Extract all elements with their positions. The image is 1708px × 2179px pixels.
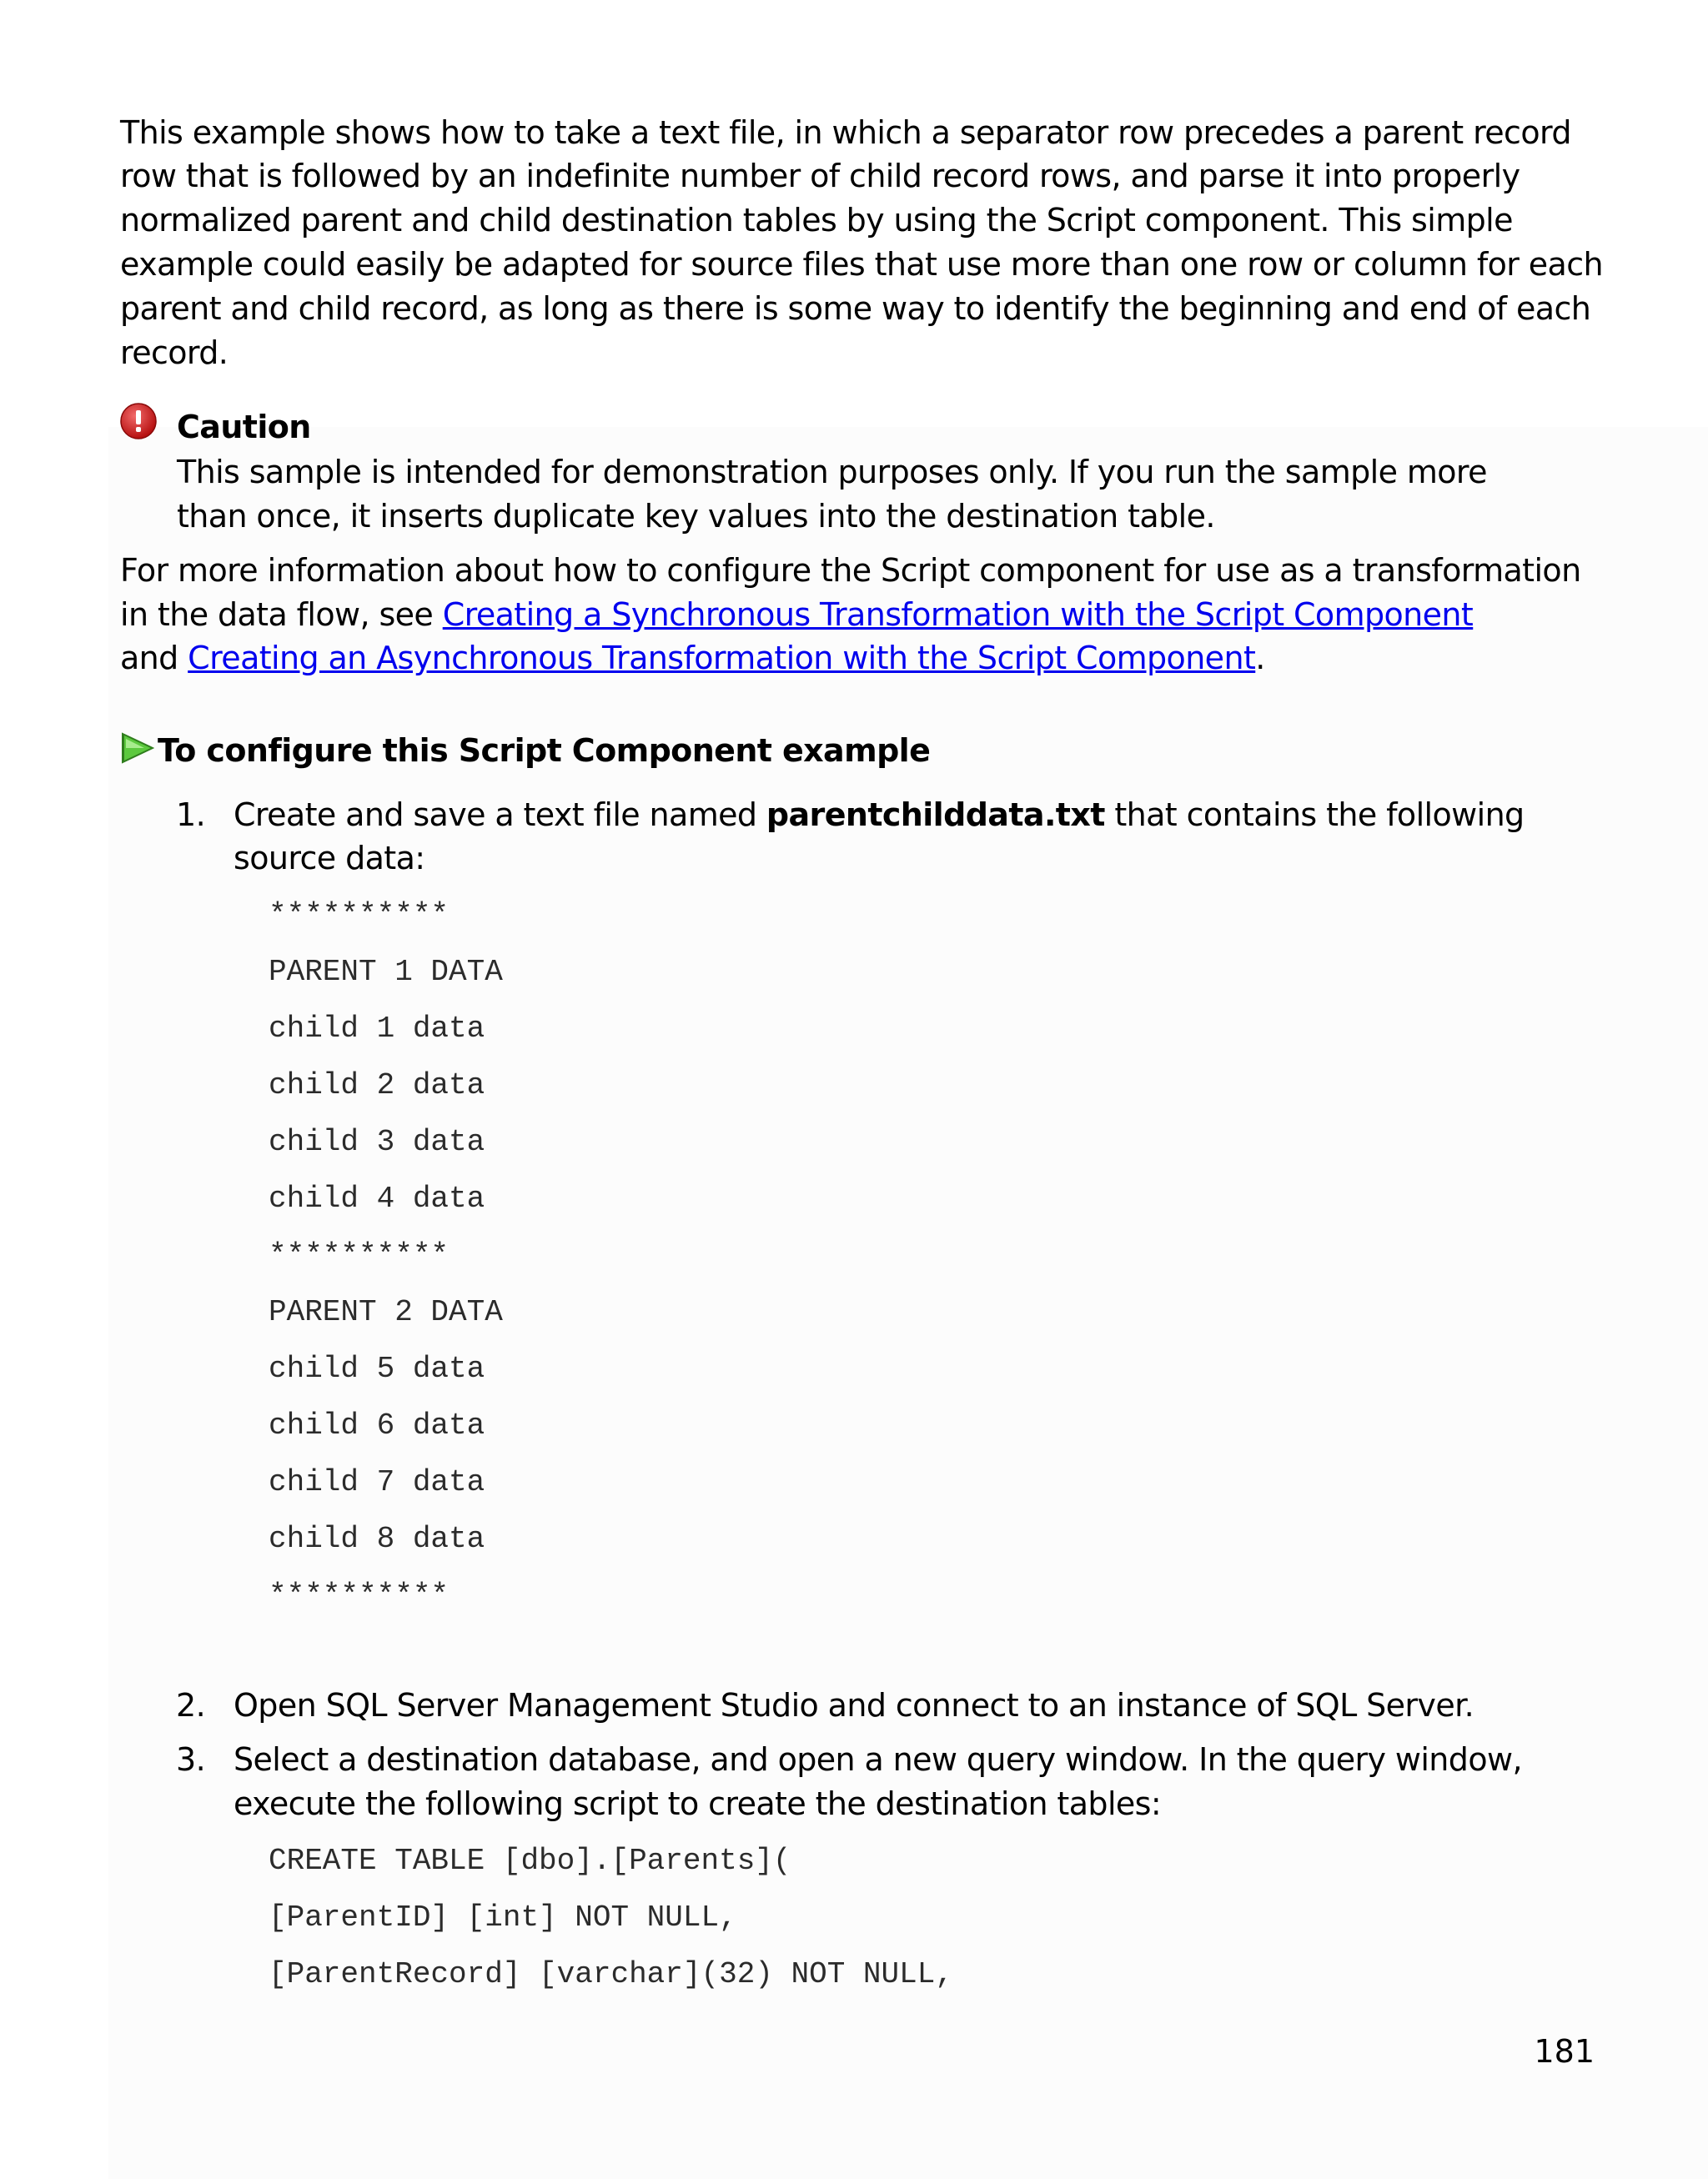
procedure-heading: To configure this Script Component example bbox=[158, 732, 931, 769]
step-text: Select a destination database, and open a new query window. In the query window, bbox=[234, 1741, 1522, 1778]
source-data-line: child 7 data bbox=[269, 1465, 485, 1499]
intro-line: row that is followed by an indefinite number of child record rows, and parse it into properly bbox=[120, 158, 1520, 194]
procedure-arrow-icon bbox=[121, 732, 154, 764]
source-data-line: ********** bbox=[269, 1238, 450, 1273]
source-data-line: ********** bbox=[269, 1579, 450, 1613]
step-text: execute the following script to create the destination tables: bbox=[234, 1785, 1162, 1822]
more-info-line: For more information about how to configure the Script component for use as a transformation bbox=[120, 552, 1581, 589]
step-text-part: Create and save a text file named bbox=[234, 796, 766, 833]
more-info-text: . bbox=[1255, 640, 1265, 676]
source-data-line: ********** bbox=[269, 898, 450, 932]
step-text: Open SQL Server Management Studio and connect to an instance of SQL Server. bbox=[234, 1687, 1474, 1724]
step-text-part: that contains the following bbox=[1104, 796, 1525, 833]
step-text bbox=[234, 793, 1525, 837]
step-number: 3. bbox=[176, 1741, 206, 1778]
source-data-line: child 3 data bbox=[269, 1125, 485, 1159]
source-data-line: child 5 data bbox=[269, 1352, 485, 1386]
file-name: parentchilddata.txt bbox=[766, 796, 1105, 833]
source-data-line: child 4 data bbox=[269, 1182, 485, 1216]
sql-script-line: [ParentRecord] [varchar](32) NOT NULL, bbox=[269, 1957, 953, 1991]
source-data-line: child 6 data bbox=[269, 1408, 485, 1443]
caution-line: This sample is intended for demonstration purposes only. If you run the sample more bbox=[177, 454, 1487, 490]
source-data-line: PARENT 2 DATA bbox=[269, 1295, 503, 1329]
more-info-text: and bbox=[120, 640, 188, 676]
error-icon bbox=[119, 402, 158, 440]
more-info-text: in the data flow, see bbox=[120, 596, 443, 633]
intro-line: This example shows how to take a text file, in which a separator row precedes a parent record bbox=[120, 114, 1571, 151]
source-data-line: child 8 data bbox=[269, 1522, 485, 1556]
source-data-line: PARENT 1 DATA bbox=[269, 955, 503, 989]
caution-title: Caution bbox=[177, 409, 311, 445]
more-info-line bbox=[120, 593, 1473, 637]
intro-line: parent and child record, as long as there is some way to identify the beginning and end of each bbox=[120, 290, 1591, 327]
step-number: 1. bbox=[176, 796, 206, 833]
intro-line: example could easily be adapted for source files that use more than one row or column for each bbox=[120, 246, 1603, 283]
intro-line: record. bbox=[120, 334, 229, 371]
asynchronous-transformation-link[interactable]: Creating an Asynchronous Transformation with the Script Component bbox=[188, 640, 1256, 676]
synchronous-transformation-link[interactable]: Creating a Synchronous Transformation with the Script Component bbox=[442, 596, 1474, 633]
more-info-line bbox=[120, 636, 1265, 680]
sql-script-line: [ParentID] [int] NOT NULL, bbox=[269, 1900, 737, 1935]
intro-line: normalized parent and child destination tables by using the Script component. This simple bbox=[120, 202, 1513, 238]
page-number: 181 bbox=[1534, 2033, 1595, 2070]
sql-script-line: CREATE TABLE [dbo].[Parents]( bbox=[269, 1844, 791, 1878]
caution-line: than once, it inserts duplicate key values into the destination table. bbox=[177, 498, 1215, 535]
step-number: 2. bbox=[176, 1687, 206, 1724]
source-data-line: child 1 data bbox=[269, 1012, 485, 1046]
source-data-line: child 2 data bbox=[269, 1068, 485, 1102]
step-text: source data: bbox=[234, 840, 425, 876]
